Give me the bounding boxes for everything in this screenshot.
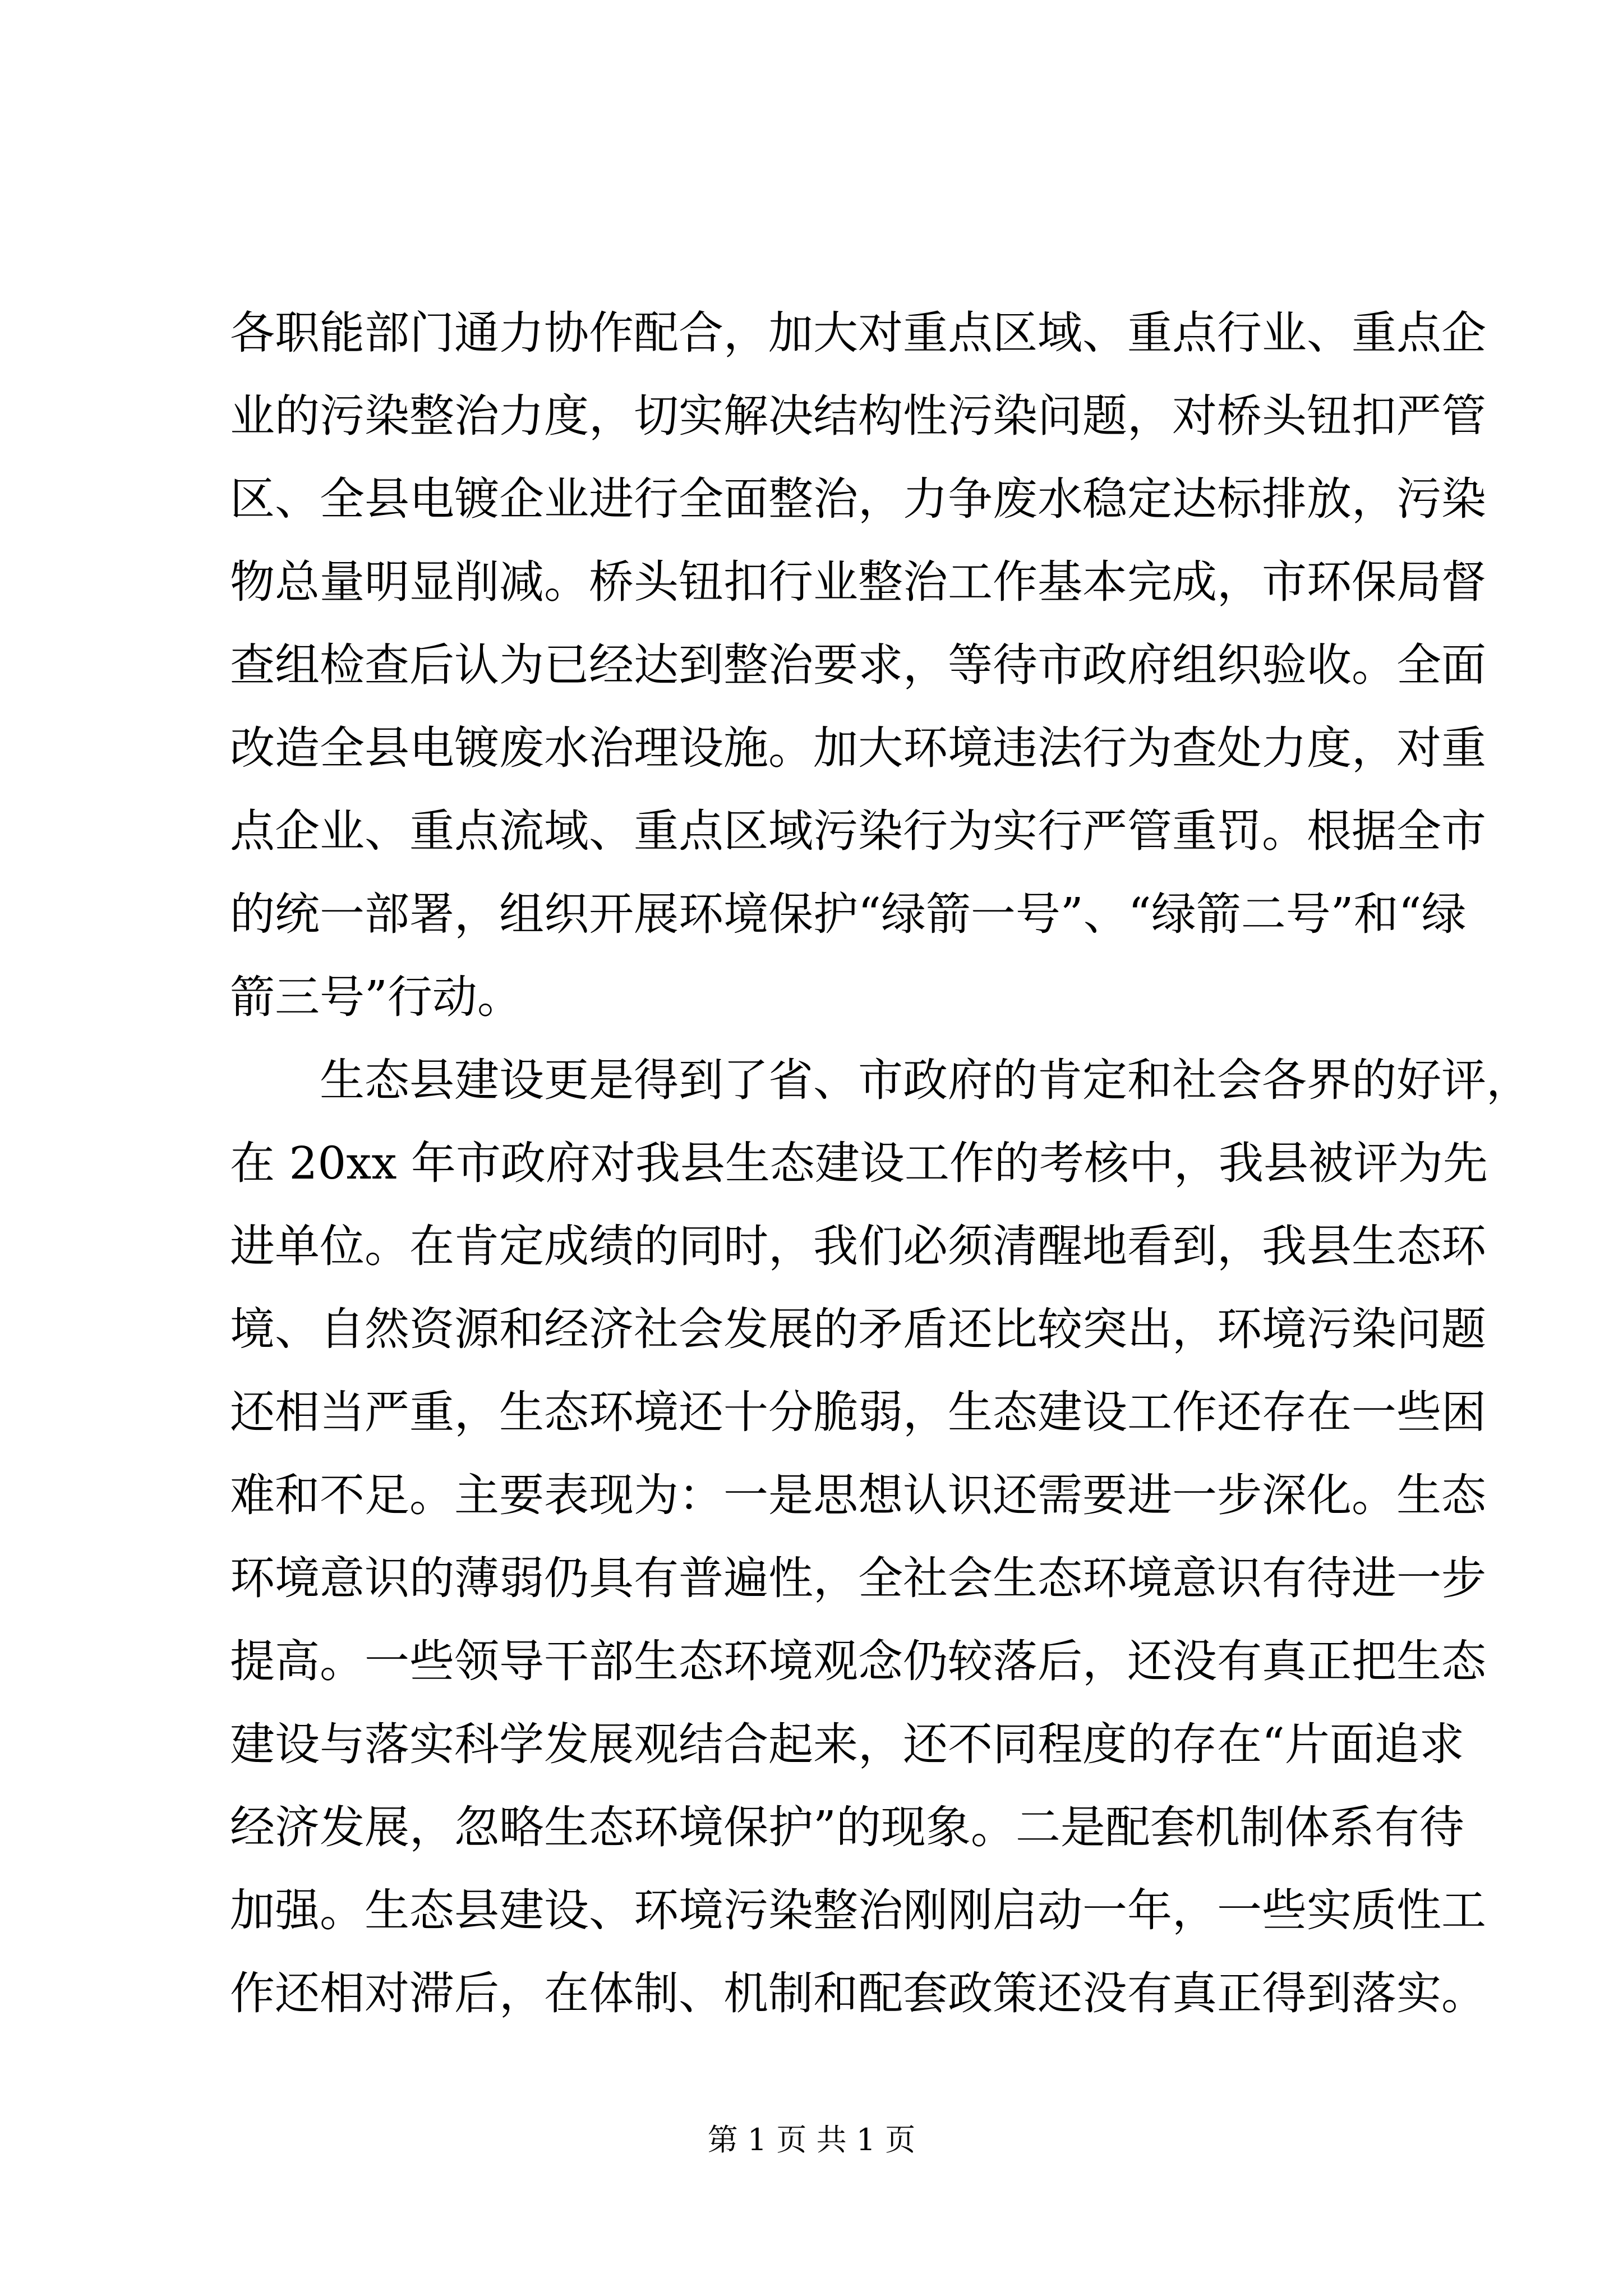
paragraph-2-line-3: 进单位。在肯定成绩的同时，我们必须清醒地看到，我县生态环 [230,1220,1486,1272]
page-footer: 第 1 页 共 1 页 [707,2122,916,2157]
paragraph-2-line-2: 在 20xx 年市政府对我县生态建设工作的考核中，我县被评为先 [230,1137,1488,1189]
paragraph-1-line-6: 改造全县电镀废水治理设施。加大环境违法行为查处力度，对重 [230,722,1486,774]
paragraph-2-line-8: 提高。一些领导干部生态环境观念仍较落后，还没有真正把生态 [230,1635,1486,1687]
document-body [230,292,1531,2035]
paragraph-1-line-2: 业的污染整治力度，切实解决结构性污染问题，对桥头钮扣严管 [230,390,1486,442]
paragraph-2-line-9: 建设与落实科学发展观结合起来，还不同程度的存在“片面追求 [230,1718,1464,1770]
paragraph-2-line-1: 生态县建设更是得到了省、市政府的肯定和社会各界的好评， [320,1054,1531,1106]
paragraph-2-line-5: 还相当严重，生态环境还十分脆弱，生态建设工作还存在一些困 [230,1386,1486,1438]
paragraph-1-line-5: 查组检查后认为已经达到整治要求，等待市政府组织验收。全面 [230,639,1486,691]
paragraph-2-line-4: 境、自然资源和经济社会发展的矛盾还比较突出，环境污染问题 [230,1303,1486,1355]
paragraph-2-line-12: 作还相对滞后，在体制、机制和配套政策还没有真正得到落实。 [230,1967,1486,2019]
paragraph-1-line-4: 物总量明显削减。桥头钮扣行业整治工作基本完成，市环保局督 [230,556,1486,608]
paragraph-1-line-8: 的统一部署，组织开展环境保护“绿箭一号”、“绿箭二号”和“绿 [230,888,1467,940]
paragraph-1-line-1: 各职能部门通力协作配合，加大对重点区域、重点行业、重点企 [230,307,1486,359]
paragraph-2-line-10: 经济发展，忽略生态环境保护”的现象。二是配套机制体系有待 [230,1801,1464,1853]
paragraph-1-line-3: 区、全县电镀企业进行全面整治，力争废水稳定达标排放，污染 [230,473,1486,525]
paragraph-2-line-7: 环境意识的薄弱仍具有普遍性，全社会生态环境意识有待进一步 [230,1552,1486,1604]
paragraph-1-line-7: 点企业、重点流域、重点区域污染行为实行严管重罚。根据全市 [230,805,1486,857]
paragraph-2-line-6: 难和不足。主要表现为：一是思想认识还需要进一步深化。生态 [230,1469,1486,1521]
paragraph-2-line-11: 加强。生态县建设、环境污染整治刚刚启动一年，一些实质性工 [230,1884,1486,1936]
paragraph-1-line-9: 箭三号”行动。 [230,971,522,1023]
